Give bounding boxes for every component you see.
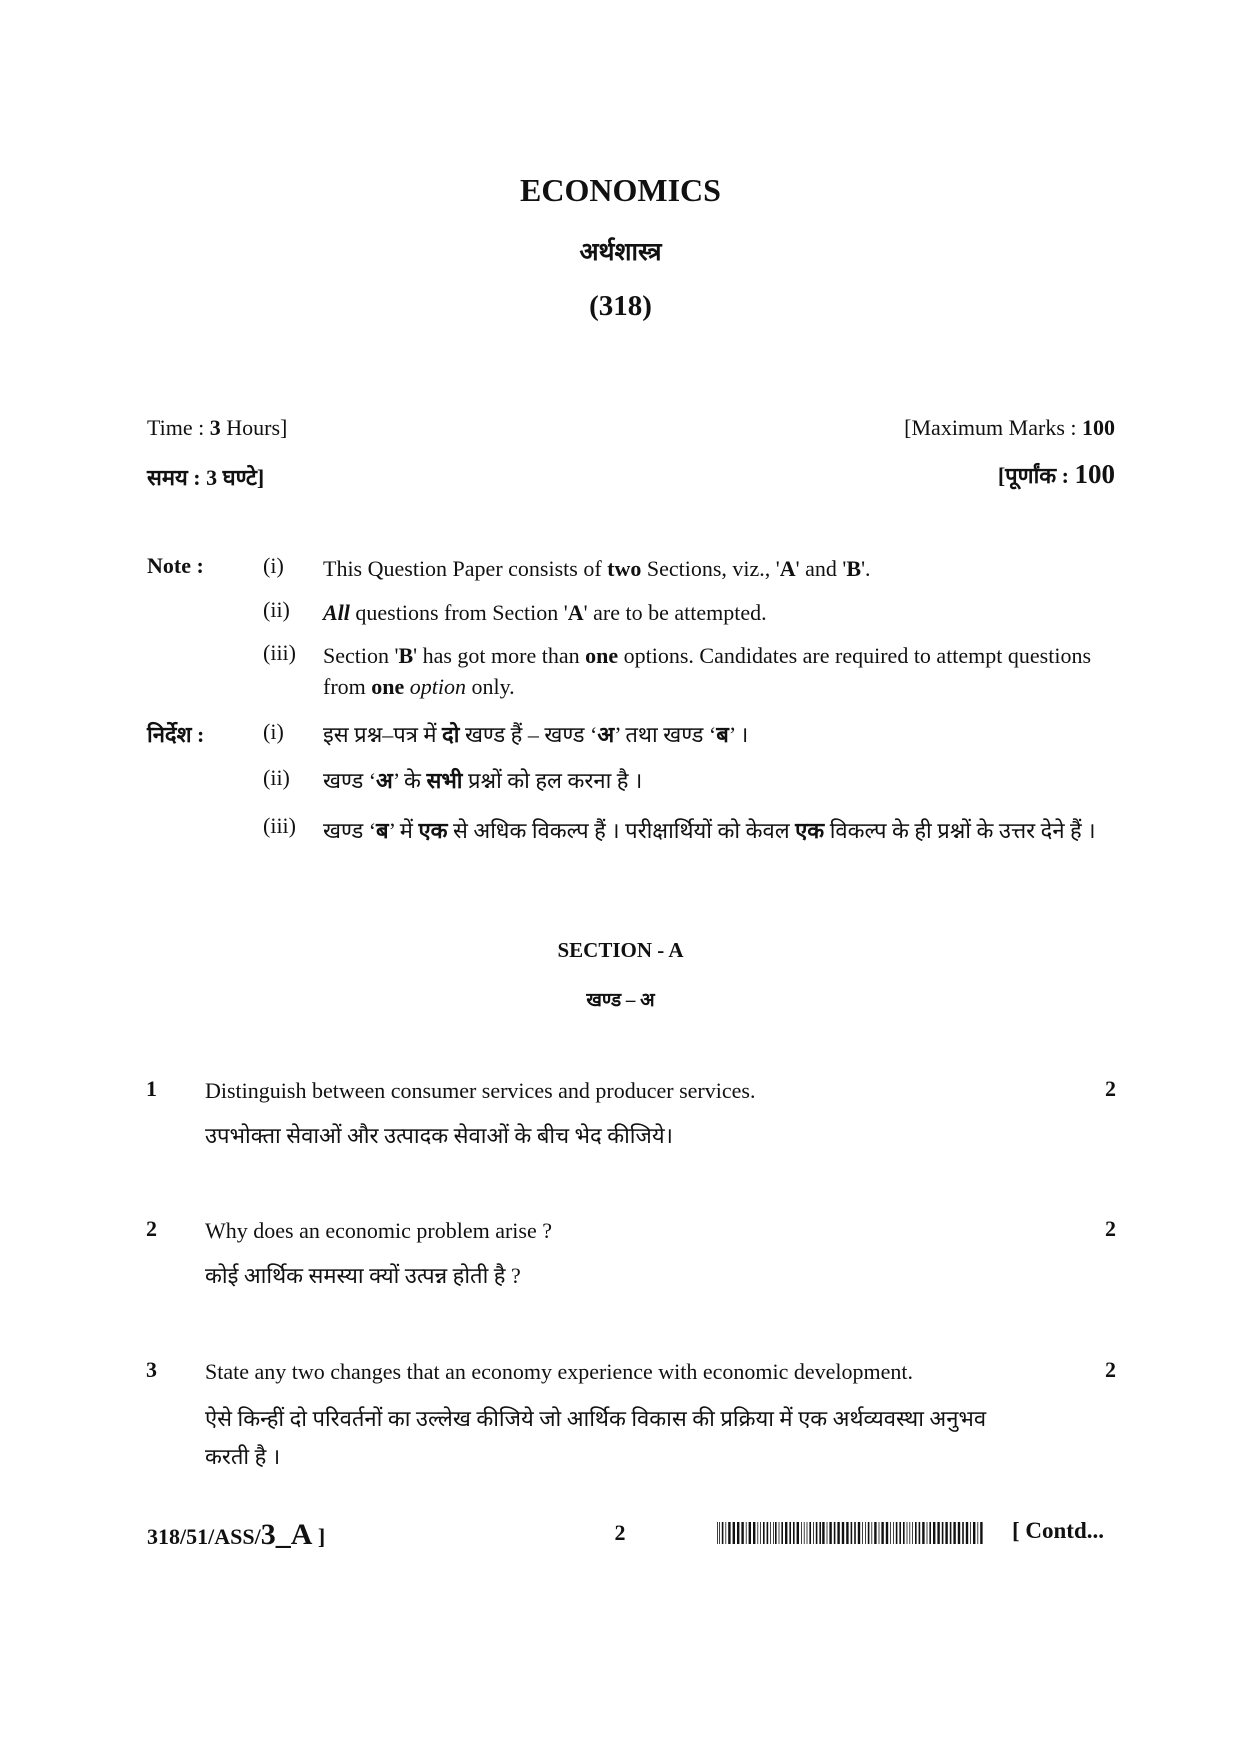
max-marks-label: [Maximum Marks : <box>904 415 1082 440</box>
time-unit: Hours] <box>220 415 288 440</box>
question-marks: 2 <box>1105 1076 1116 1101</box>
question-marks: 2 <box>1105 1216 1116 1241</box>
barcode-image <box>717 1522 985 1544</box>
question-text-hindi: उपभोक्ता सेवाओं और उत्पादक सेवाओं के बीच भेद कीजिये। <box>205 1123 673 1148</box>
section-heading: SECTION - A <box>557 938 684 962</box>
max-marks-value-hindi: 100 <box>1074 459 1115 489</box>
paper-title: ECONOMICS <box>520 172 721 208</box>
question-text: State any two changes that an economy experience with economic development. <box>205 1359 914 1384</box>
paper-footer-code: 318/51/ASS/3_A ] <box>147 1518 326 1551</box>
max-marks-label-hindi: [पूर्णांक : <box>997 463 1075 488</box>
question-text-hindi: कोई आर्थिक समस्या क्यों उत्पन्न होती है ? <box>205 1263 521 1288</box>
time-label: Time : <box>147 415 210 440</box>
section-heading-hindi: खण्ड – अ <box>586 990 655 1011</box>
question-number: 3 <box>146 1357 157 1382</box>
max-marks-value: 100 <box>1082 415 1115 440</box>
nirdesh-iii-text: खण्ड ‘ब’ में एक से अधिक विकल्प हैं । परीक्षार्थियों को केवल एक विकल्प के ही प्रश्नों के उत्तर देने हैं । <box>323 818 1096 843</box>
time-value: 3 <box>209 415 221 440</box>
question-marks: 2 <box>1105 1357 1116 1382</box>
nirdesh-label: निर्देश : <box>147 722 205 747</box>
note-i-text: This Question Paper consists of two Sections, viz., 'A' and 'B'. <box>323 556 871 581</box>
question-text-hindi: ऐसे किन्हीं दो परिवर्तनों का उल्लेख कीजिये जो आर्थिक विकास की प्रक्रिया में एक अर्थव्यवस्था अनुभव करती है । <box>205 1406 987 1469</box>
note-label: Note : <box>147 553 204 578</box>
time-unit-hindi: घण्टे] <box>217 465 265 490</box>
note-iii-number: (iii) <box>263 640 296 665</box>
question-number: 2 <box>146 1216 157 1241</box>
note-i-number: (i) <box>263 553 284 578</box>
question-text: Distinguish between consumer services and producer services. <box>205 1078 756 1103</box>
question-number: 1 <box>146 1076 157 1101</box>
continued-label: [ Contd... <box>1012 1518 1105 1543</box>
time-value-hindi: 3 <box>206 465 218 490</box>
max-marks-info-hindi <box>998 459 1115 491</box>
question-text: Why does an economic problem arise ? <box>205 1218 552 1243</box>
nirdesh-iii-number: (iii) <box>263 813 296 838</box>
nirdesh-ii-text: खण्ड ‘अ’ के सभी प्रश्नों को हल करना है । <box>323 768 643 793</box>
paper-title-hindi: अर्थशास्त्र <box>579 239 662 266</box>
page-number: 2 <box>614 1520 626 1545</box>
nirdesh-i-text: इस प्रश्न–पत्र में दो खण्ड हैं – खण्ड ‘अ’ तथा खण्ड ‘ब’ । <box>323 722 749 747</box>
time-label-hindi: समय : <box>147 465 207 490</box>
time-info <box>147 413 287 443</box>
nirdesh-ii-number: (ii) <box>263 765 290 790</box>
max-marks-info <box>904 413 1115 443</box>
note-ii-text: All questions from Section 'A' are to be attempted. <box>323 600 767 625</box>
note-ii-number: (ii) <box>263 597 290 622</box>
note-iii-text: Section 'B' has got more than one options. Candidates are required to attempt questions from one option only. <box>323 643 1092 699</box>
time-info-hindi <box>147 463 264 493</box>
nirdesh-i-number: (i) <box>263 719 284 744</box>
paper-code: (318) <box>589 290 652 322</box>
